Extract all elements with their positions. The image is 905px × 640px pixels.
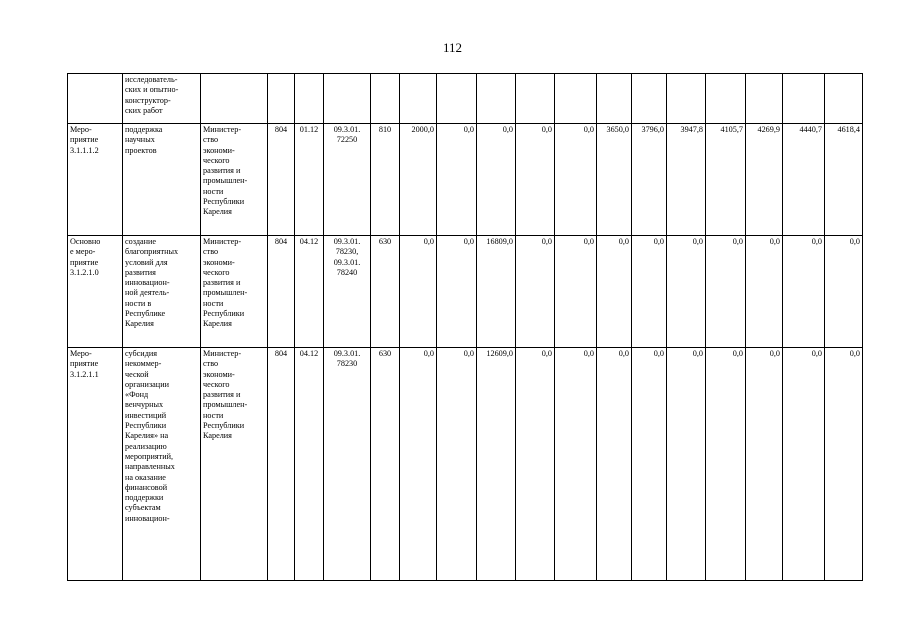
table-cell [268,74,295,124]
table-cell [555,74,597,124]
table-cell: 0,0 [746,348,783,581]
table-cell: Меро- приятие 3.1.2.1.1 [68,348,123,581]
table-cell [324,74,371,124]
table-cell [746,74,783,124]
table-cell: 810 [371,124,400,236]
table-cell: 0,0 [706,236,746,348]
table-cell: 4440,7 [783,124,825,236]
table-cell: 04.12 [295,348,324,581]
table-cell: 12609,0 [477,348,516,581]
table-cell [201,74,268,124]
table-cell [706,74,746,124]
table-cell: 804 [268,124,295,236]
table-cell: Министер- ство экономи- ческого развития и промышлен- ности Республики Карелия [201,348,268,581]
table-cell [516,74,555,124]
table-row [68,348,863,581]
table-cell: создание благоприятных условий для развития инновацион- ной деятель- ности в Республике Карелия [123,236,201,348]
table-cell: 0,0 [477,124,516,236]
table-cell: субсидия некоммер- ческой организации «Фонд венчурных инвестиций Республики Карелия» на реализацию мероприятий, направленных на оказание финансовой поддержки субъектам инновацион- [123,348,201,581]
table-row [68,124,863,236]
table-cell: 3650,0 [597,124,632,236]
table-cell: 0,0 [516,124,555,236]
table-row [68,74,863,124]
table-cell: 09.3.01. 72250 [324,124,371,236]
table-cell: 09.3.01. 78230, 09.3.01. 78240 [324,236,371,348]
table-cell: 0,0 [597,348,632,581]
table-cell: 0,0 [555,124,597,236]
table-cell: поддержка научных проектов [123,124,201,236]
table-cell: 630 [371,236,400,348]
table-cell: 0,0 [706,348,746,581]
table-cell [437,74,477,124]
table-cell: 804 [268,348,295,581]
table-cell: исследователь- ских и опытно- конструктор- ских работ [123,74,201,124]
table-cell: 0,0 [555,348,597,581]
table-cell: 01.12 [295,124,324,236]
table-cell [68,74,123,124]
budget-table [67,73,863,581]
table-cell: 0,0 [437,348,477,581]
table-cell: 0,0 [667,236,706,348]
table-cell: 0,0 [783,348,825,581]
table-row [68,236,863,348]
table-cell: 0,0 [825,348,863,581]
table-cell [400,74,437,124]
table-cell: 3947,8 [667,124,706,236]
table-cell: 0,0 [400,236,437,348]
table-cell: 0,0 [746,236,783,348]
table-cell: 0,0 [597,236,632,348]
table-cell [783,74,825,124]
table-cell: 0,0 [516,236,555,348]
table-cell: 4269,9 [746,124,783,236]
table-cell [295,74,324,124]
table-cell: 3796,0 [632,124,667,236]
page-number: 112 [442,40,463,55]
table-cell: Министер- ство экономи- ческого развития и промышлен- ности Республики Карелия [201,236,268,348]
table-cell: 804 [268,236,295,348]
table-cell [825,74,863,124]
table-cell [632,74,667,124]
table-cell [597,74,632,124]
table-cell: 04.12 [295,236,324,348]
table-cell: 0,0 [667,348,706,581]
table-cell: Министер- ство экономи- ческого развития и промышлен- ности Республики Карелия [201,124,268,236]
table-cell [667,74,706,124]
table-cell [477,74,516,124]
table-cell: 0,0 [516,348,555,581]
table-cell: 0,0 [783,236,825,348]
table-cell: Меро- приятие 3.1.1.1.2 [68,124,123,236]
table-cell: 0,0 [632,348,667,581]
table-cell: 0,0 [825,236,863,348]
table-cell: 4105,7 [706,124,746,236]
table-cell: 2000,0 [400,124,437,236]
table-cell: 4618,4 [825,124,863,236]
table-cell: Основно е меро- приятие 3.1.2.1.0 [68,236,123,348]
table-cell: 630 [371,348,400,581]
table-cell [371,74,400,124]
table-cell: 16809,0 [477,236,516,348]
table-cell: 0,0 [632,236,667,348]
table-cell: 0,0 [400,348,437,581]
table-cell: 0,0 [555,236,597,348]
table-cell: 09.3.01. 78230 [324,348,371,581]
table-cell: 0,0 [437,236,477,348]
table-cell: 0,0 [437,124,477,236]
